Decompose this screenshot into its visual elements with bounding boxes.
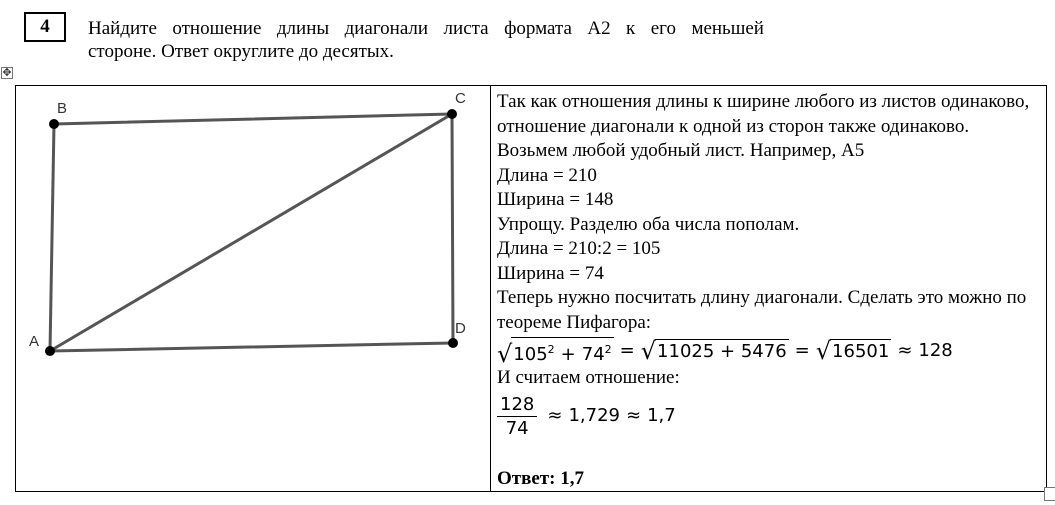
radical-3: √ 16501 xyxy=(815,337,890,365)
task-word: Найдите xyxy=(88,18,157,39)
length-line: Длина = 210 xyxy=(497,164,597,186)
length-half-line: Длина = 210:2 = 105 xyxy=(497,238,661,259)
radical-2: √ 11025 + 5476 xyxy=(640,337,787,365)
task-word: А2 xyxy=(587,18,611,39)
ratio-intro: И считаем отношение: xyxy=(497,367,680,388)
task-text-line-1 xyxy=(88,17,764,40)
ratio-formula: $\frac{128}{74}$ ≈ 1,729 ≈ 1,7 xyxy=(497,391,1040,443)
point-a xyxy=(45,346,55,356)
diagonal-result: 128 xyxy=(918,339,953,361)
fraction xyxy=(497,393,537,440)
label-c: C xyxy=(455,90,466,107)
task-word: его xyxy=(650,18,676,39)
fraction-numerator: 128 xyxy=(497,393,537,417)
point-c xyxy=(447,109,457,119)
point-b xyxy=(49,119,59,129)
task-text-line-2: стороне. Ответ округлите до десятых. xyxy=(88,41,394,62)
task-word: листа xyxy=(443,18,489,39)
side-ab xyxy=(50,124,54,351)
solution-table xyxy=(15,85,1047,492)
diagonal-ac xyxy=(50,114,452,351)
rectangle-diagram xyxy=(16,86,490,483)
answer-line: Ответ: 1,7 xyxy=(497,467,584,489)
task-word: диагонали xyxy=(344,18,429,39)
side-cd xyxy=(452,114,453,343)
side-bc xyxy=(54,114,452,124)
pythagoras-line: Теперь нужно посчитать длину диагонали. Сделать это можно по теореме Пифагора: xyxy=(497,287,1027,333)
task-word: формата xyxy=(504,18,572,39)
ratio-value: 1,729 xyxy=(568,405,620,427)
move-cross-icon[interactable]: ✥ xyxy=(2,66,12,79)
task-text xyxy=(88,17,764,63)
table-resize-handle[interactable] xyxy=(1044,487,1055,501)
task-word: длины xyxy=(276,18,330,39)
width-line: Ширина = 148 xyxy=(497,189,614,210)
fraction-denominator: 74 xyxy=(505,418,529,439)
label-d: D xyxy=(455,320,466,337)
point-d xyxy=(448,338,458,348)
task-number: 4 xyxy=(40,16,50,37)
pythagoras-formula: √ $105^2 + 74^2$ = √ 11025 + 5476 = √ 16501 ≈ 128 xyxy=(497,337,953,368)
label-b: B xyxy=(57,100,68,117)
solution-cell xyxy=(491,86,1047,492)
task-word: отношение xyxy=(172,18,262,39)
radical-1: √ $105^2 + 74^2$ xyxy=(497,337,614,366)
task-word: меньшей xyxy=(691,18,764,39)
task-word: к xyxy=(626,18,636,39)
ratio-rounded: 1,7 xyxy=(647,405,676,427)
width-half-line: Ширина = 74 xyxy=(497,262,604,284)
figure-cell xyxy=(16,86,491,492)
side-da xyxy=(50,343,453,351)
solution-paragraph: Так как отношения длины к ширине любого из листов одинаково, отношение диагонали к одной из сторон также одинаково. Возьмем любой удобный лист. Например, А5 xyxy=(497,91,1030,161)
label-a: A xyxy=(29,333,40,350)
simplify-line: Упрощу. Разделю оба числа пополам. xyxy=(497,213,800,235)
task-number-box xyxy=(24,12,66,42)
